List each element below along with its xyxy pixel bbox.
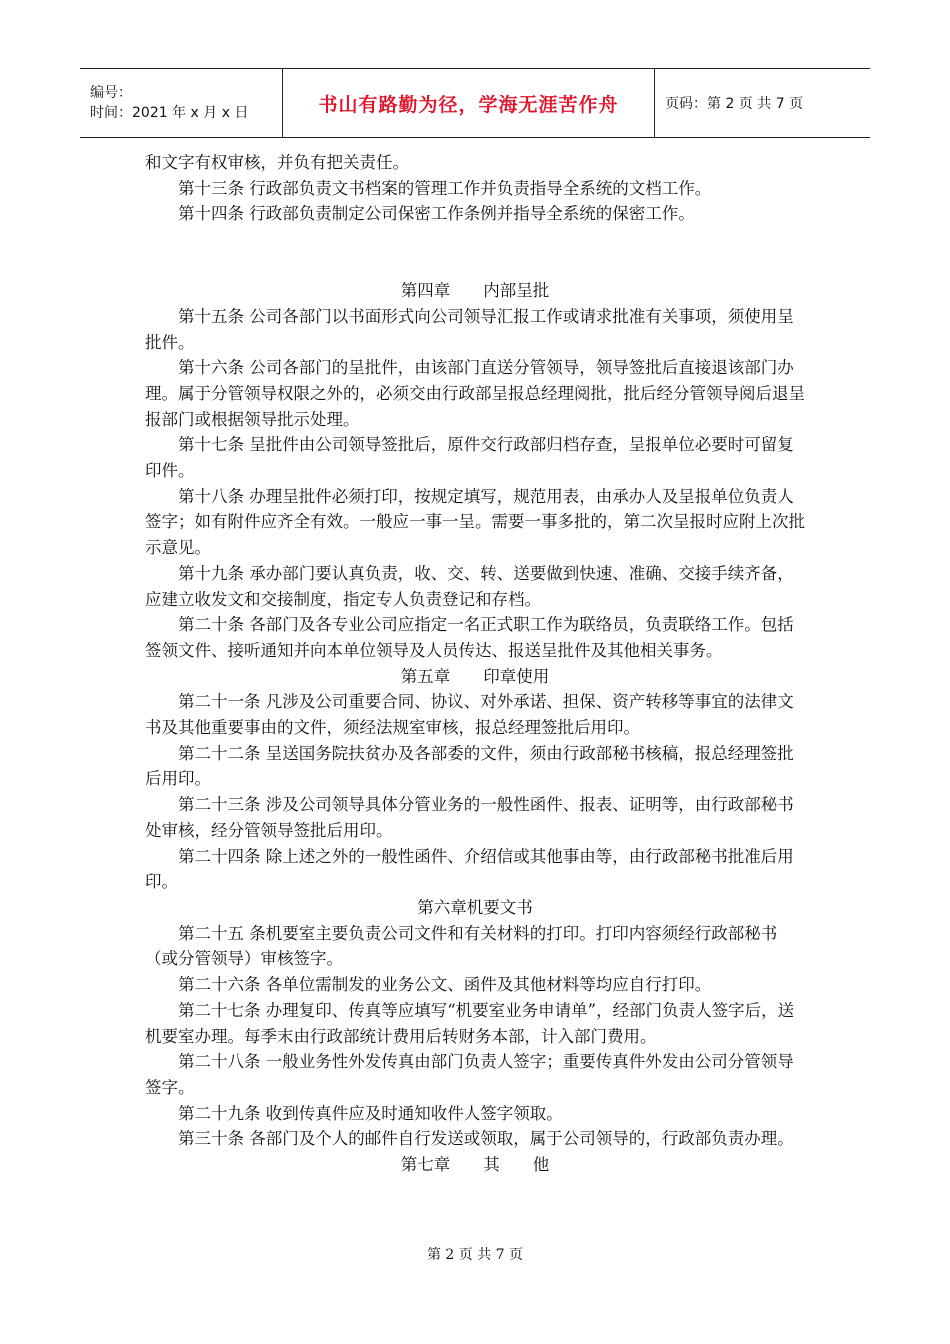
article-17: 第十七条 呈批件由公司领导签批后，原件交行政部归档存查，呈报单位必要时可留复印件。: [145, 435, 794, 481]
continued-paragraph: 和文字有权审核，并负有把关责任。: [145, 153, 409, 172]
header-motto: 书山有路勤为径，学海无涯苦作舟: [318, 93, 619, 116]
article-22: 第二十二条 呈送国务院扶贫办及各部委的文件，须由行政部秘书核稿，报总经理签批后用印。: [145, 743, 794, 789]
article-26: 第二十六条 各单位需制发的业务公文、函件及其他材料等均应自行打印。: [178, 975, 712, 995]
chapter-7-heading: 第七章 其 他: [400, 1155, 550, 1175]
article-23: 第二十三条 涉及公司领导具体分管业务的一般性函件、报表、证明等，由行政部秘书处审核，经分管领导签批后用印。: [145, 795, 794, 840]
header-meta: [80, 69, 283, 137]
header-page-cell: [655, 69, 870, 137]
header-page-number: 页码：第 2 页 共 7 页: [665, 96, 804, 112]
document-number-label: 编号：: [90, 85, 132, 101]
article-19: 第十九条 承办部门要认真负责，收、交、转、送要做到快速、准确、交接手续齐备，应建立收发文和交接制度，指定专人负责登记和存档。: [145, 563, 794, 609]
article-25: 第二十五 条机要室主要负责公司文件和有关材料的打印。打印内容须经行政部秘书（或分管领导）审核签字。: [145, 923, 778, 969]
chapter-5-heading: 第五章 印章使用: [400, 666, 550, 686]
header-motto-cell: [283, 69, 655, 137]
article-20: 第二十条 各部门及各专业公司应指定一名正式职工作为联络员，负责联络工作。包括签领文件、接听通知并向本单位领导及人员传达、报送呈批件及其他相关事务。: [145, 615, 794, 660]
article-28: 第二十八条 一般业务性外发传真由部门负责人签字；重要传真件外发由公司分管领导签字。: [145, 1052, 794, 1097]
section-spacer: [145, 227, 805, 278]
chapter-6-heading: 第六章机要文书: [417, 897, 533, 917]
article-14: 第十四条 行政部负责制定公司保密工作条例并指导全系统的保密工作。: [178, 204, 695, 224]
article-30: 第三十条 各部门及个人的邮件自行发送或领取，属于公司领导的，行政部负责办理。: [178, 1129, 794, 1149]
article-24: 第二十四条 除上述之外的一般性函件、介绍信或其他事由等，由行政部秘书批准后用印。: [145, 846, 794, 892]
article-18: 第十八条 办理呈批件必须打印，按规定填写，规范用表，由承办人及呈报单位负责人签字；如有附件应齐全有效。一般应一事一呈。需要一事多批的，第二次呈报时应附上次批示意见。: [145, 486, 805, 558]
chapter-4-heading: 第四章 内部呈批: [400, 281, 550, 301]
article-27: 第二十七条 办理复印、传真等应填写“机要室业务申请单”，经部门负责人签字后，送机要室办理。每季末由行政部统计费用后转财务本部，计入部门费用。: [145, 1000, 795, 1046]
article-21: 第二十一条 凡涉及公司重要合同、协议、对外承诺、担保、资产转移等事宜的法律文书及其他重要事由的文件，须经法规室审核，报总经理签批后用印。: [145, 692, 794, 738]
page-footer: 第 2 页 共 7 页: [426, 1247, 524, 1263]
document-body: [145, 150, 805, 1178]
page-header: [80, 68, 870, 138]
article-15: 第十五条 公司各部门以书面形式向公司领导汇报工作或请求批准有关事项，须使用呈批件。: [145, 306, 794, 352]
article-13: 第十三条 行政部负责文书档案的管理工作并负责指导全系统的文档工作。: [178, 178, 712, 198]
article-16: 第十六条 公司各部门的呈批件，由该部门直送分管领导，领导签批后直接退该部门办理。属于分管领导权限之外的，必须交由行政部呈报总经理阅批，批后经分管领导阅后退呈报部门或根据领导批示处理。: [145, 358, 805, 429]
article-29: 第二十九条 收到传真件应及时通知收件人签字领取。: [178, 1103, 563, 1123]
document-date-label: 时间：2021 年 x 月 x 日: [90, 105, 249, 121]
